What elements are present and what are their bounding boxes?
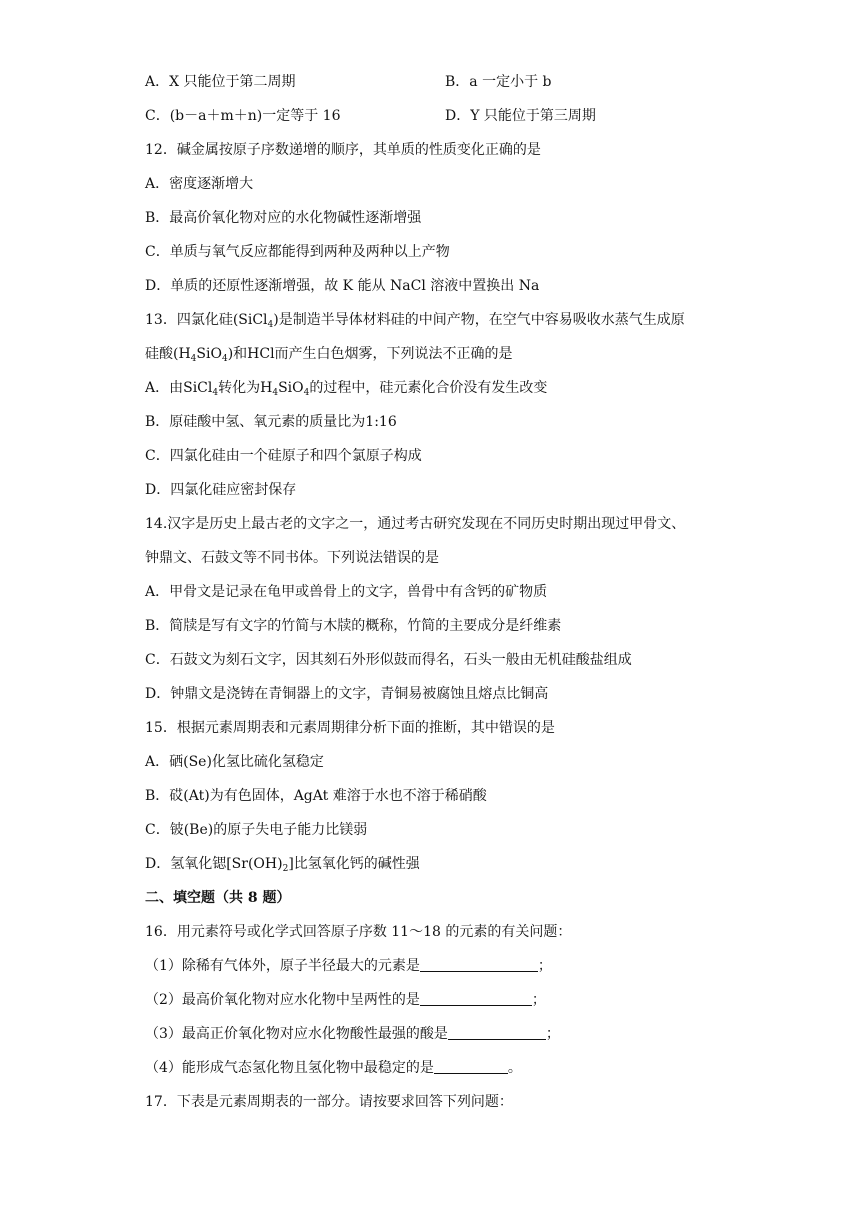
q13-option-b: B．原硅酸中氢、氧元素的质量比为1:16 <box>145 414 397 430</box>
q17-stem: 17．下表是元素周期表的一部分。请按要求回答下列问题： <box>145 1094 513 1110</box>
q14-option-d: D．钟鼎文是浇铸在青铜器上的文字，青铜易被腐蚀且熔点比铜高 <box>145 686 549 702</box>
q13-stem-part: 硅酸(H <box>145 346 191 362</box>
q11-option-b: B．a 一定小于 b <box>445 74 552 90</box>
answer-blank[interactable] <box>448 1025 546 1040</box>
q15-option-c: C．铍(Be)的原子失电子能力比镁弱 <box>145 822 368 838</box>
q15-option-d <box>145 854 420 874</box>
answer-blank[interactable] <box>420 957 538 972</box>
q12-stem: 12．碱金属按原子序数递增的顺序，其单质的性质变化正确的是 <box>145 142 541 158</box>
q16-part-3-text: （3）最高正价氧化物对应水化物酸性最强的酸是 <box>145 1026 448 1042</box>
q16-part-2 <box>145 990 546 1010</box>
q16-part-2-end: ； <box>531 992 546 1008</box>
q13-option-c: C．四氯化硅由一个硅原子和四个氯原子构成 <box>145 448 422 464</box>
q16-stem: 16．用元素符号或化学式回答原子序数 11～18 的元素的有关问题： <box>145 924 572 940</box>
q13-option-a-part: 转化为H <box>218 380 273 396</box>
q16-part-3 <box>145 1024 560 1044</box>
q14-option-b: B．简牍是写有文字的竹简与木牍的概称，竹简的主要成分是纤维素 <box>145 618 562 634</box>
q11-option-d: D．Y 只能位于第三周期 <box>445 108 596 124</box>
q13-stem-part: 13．四氯化硅(SiCl <box>145 312 268 328</box>
q12-option-d: D．单质的还原性逐渐增强，故 K 能从 NaCl 溶液中置换出 Na <box>145 278 540 294</box>
q13-option-a-part: SiO <box>278 380 304 396</box>
q13-stem-line2 <box>145 344 513 364</box>
section-heading: 二、填空题（共 8 题） <box>145 890 291 906</box>
q16-part-4-text: （4）能形成气态氢化物且氢化物中最稳定的是 <box>145 1060 434 1076</box>
q15-option-a: A．硒(Se)化氢比硫化氢稳定 <box>145 754 324 770</box>
q14-stem-line2: 钟鼎文、石鼓文等不同书体。下列说法错误的是 <box>145 550 439 566</box>
subscript: 2 <box>282 864 289 874</box>
q16-part-1 <box>145 956 552 976</box>
q16-part-2-text: （2）最高价氧化物对应水化物中呈两性的是 <box>145 992 420 1008</box>
q13-stem-part: )是制造半导体材料硅的中间产物，在空气中容易吸收水蒸气生成原 <box>273 312 685 328</box>
q11-option-a: A．X 只能位于第二周期 <box>145 74 296 90</box>
subscript: 4 <box>212 388 219 398</box>
q13-stem-line1 <box>145 310 685 330</box>
q14-option-c: C．石鼓文为刻石文字，因其刻石外形似鼓而得名，石头一般由无机硅酸盐组成 <box>145 652 632 668</box>
q16-part-1-end: ； <box>537 958 552 974</box>
subscript: 4 <box>267 320 274 330</box>
q14-option-a: A．甲骨文是记录在龟甲或兽骨上的文字，兽骨中有含钙的矿物质 <box>145 584 548 600</box>
q16-part-4 <box>145 1058 522 1078</box>
q13-option-a <box>145 378 547 398</box>
subscript: 4 <box>272 388 279 398</box>
q13-option-d: D．四氯化硅应密封保存 <box>145 482 297 498</box>
q11-option-c: C．(b－a＋m＋n)一定等于 16 <box>145 108 341 124</box>
q16-part-4-end: 。 <box>507 1060 522 1076</box>
q15-option-b: B．砹(At)为有色固体，AgAt 难溶于水也不溶于稀硝酸 <box>145 788 487 804</box>
subscript: 4 <box>190 354 197 364</box>
q14-stem-line1: 14.汉字是历史上最古老的文字之一，通过考古研究发现在不同历史时期出现过甲骨文、 <box>145 516 686 532</box>
q13-option-a-part: A．由SiCl <box>145 380 213 396</box>
q12-option-c: C．单质与氧气反应都能得到两种及两种以上产物 <box>145 244 450 260</box>
subscript: 4 <box>303 388 310 398</box>
q15-stem: 15．根据元素周期表和元素周期律分析下面的推断，其中错误的是 <box>145 720 555 736</box>
q15-option-d-part: ]比氢氧化钙的碱性强 <box>288 856 420 872</box>
q16-part-3-end: ； <box>545 1026 560 1042</box>
q13-stem-part: )和HCl而产生白色烟雾，下列说法不正确的是 <box>227 346 513 362</box>
q15-option-d-part: D．氢氧化锶[Sr(OH) <box>145 856 283 872</box>
q16-part-1-text: （1）除稀有气体外，原子半径最大的元素是 <box>145 958 420 974</box>
q13-stem-part: SiO <box>196 346 222 362</box>
answer-blank[interactable] <box>434 1059 508 1074</box>
answer-blank[interactable] <box>420 991 532 1006</box>
q13-option-a-part: 的过程中，硅元素化合价没有发生改变 <box>309 380 548 396</box>
subscript: 4 <box>221 354 228 364</box>
q12-option-b: B．最高价氧化物对应的水化物碱性逐渐增强 <box>145 210 422 226</box>
q12-option-a: A．密度逐渐增大 <box>145 176 254 192</box>
